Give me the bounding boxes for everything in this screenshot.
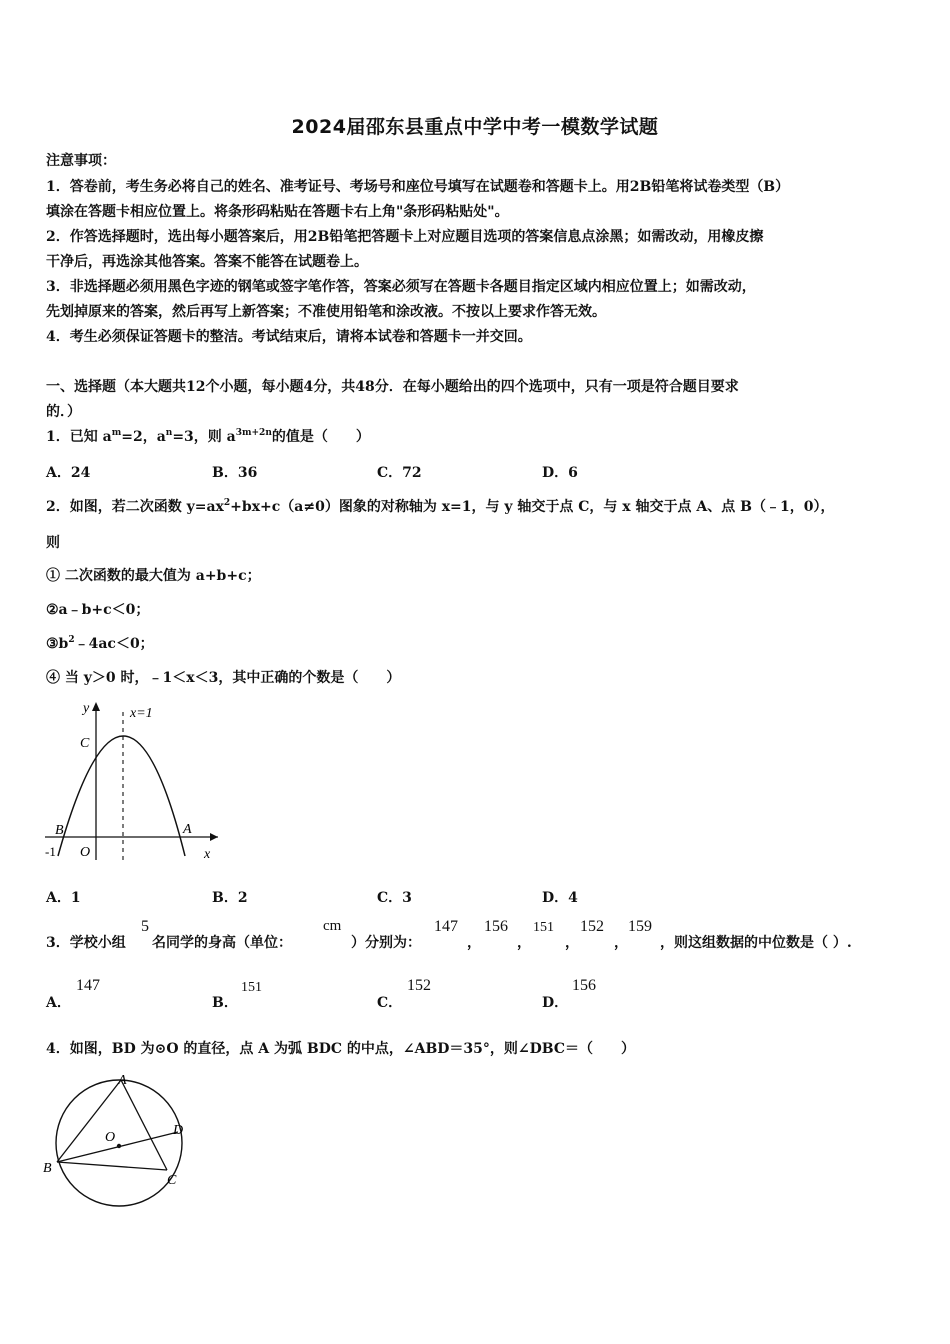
section-heading-cont: 的．） bbox=[46, 404, 81, 420]
y-axis-arrow-icon bbox=[92, 702, 100, 711]
notice-line: 4．考生必须保证答题卡的整洁。考试结束后，请将本试卷和答题卡一并交回。 bbox=[46, 329, 532, 345]
q3-value: 147 bbox=[434, 918, 458, 935]
notice-line: 3．非选择题必须用黑色字迹的钢笔或签字笔作答，答案必须写在答题卡各题目指定区域内相应位置上；如需改动， bbox=[46, 279, 756, 295]
q3-option-b-value: 151 bbox=[241, 980, 262, 995]
q1-option-c: C．72 bbox=[377, 465, 422, 481]
q2-option-a: A．1 bbox=[46, 890, 81, 906]
x-axis-arrow-icon bbox=[210, 833, 218, 841]
q2-option-b: B．2 bbox=[212, 890, 248, 906]
q2-statement-1: ① 二次函数的最大值为 a+b+c； bbox=[46, 568, 261, 584]
question-4-stem: 4．如图，BD 为⊙O 的直径，点 A 为弧 BDC 的中点，∠ABD＝35°，则∠DBC＝（ ） bbox=[46, 1041, 636, 1057]
chord-ac bbox=[121, 1080, 167, 1170]
notice-line: 1．答卷前，考生务必将自己的姓名、准考证号、考场号和座位号填写在试题卷和答题卡上。用2B铅笔将试卷类型（B） bbox=[46, 179, 790, 195]
q2-statement-3: $③b^2﹣4ac<0$； bbox=[46, 635, 154, 652]
q3-option-c-letter: C． bbox=[377, 995, 403, 1011]
q3-sep: ， bbox=[614, 935, 628, 951]
label-x: x bbox=[204, 847, 211, 862]
question-2-stem-cont: 则 bbox=[46, 535, 60, 551]
label-b: B bbox=[55, 823, 64, 838]
question-3-prefix: 3．学校小组 bbox=[46, 935, 126, 951]
parabola-curve bbox=[58, 736, 185, 856]
q3-count: 5 bbox=[141, 918, 149, 935]
circle-o bbox=[56, 1080, 182, 1206]
label-d: D bbox=[173, 1123, 184, 1138]
label-c: C bbox=[167, 1173, 177, 1188]
q2-option-d: D．4 bbox=[542, 890, 578, 906]
label-neg-one: -1 bbox=[45, 844, 56, 859]
label-c: C bbox=[80, 736, 90, 751]
q1-option-b: B．36 bbox=[212, 465, 258, 481]
notice-line: 填涂在答题卡相应位置上。将条形码粘贴在答题卡右上角"条形码粘贴处"。 bbox=[46, 204, 509, 220]
question-3-mid: 名同学的身高（单位： bbox=[152, 935, 292, 951]
question-1-stem: 1．已知 $a^m=2$，$a^n=3$，则 $a^{3m+2n}$的值是（ ） bbox=[46, 428, 370, 445]
q3-sep: ， bbox=[467, 935, 481, 951]
q3-sep: ， bbox=[565, 935, 579, 951]
label-o: O bbox=[80, 845, 91, 860]
notice-heading: 注意事项： bbox=[46, 153, 116, 169]
q2-statement-2: ②a﹣b+c＜0； bbox=[46, 602, 150, 618]
circle-figure bbox=[38, 1066, 198, 1216]
q3-value: 156 bbox=[484, 918, 508, 935]
q2-option-c: C．3 bbox=[377, 890, 412, 906]
notice-line: 干净后，再选涂其他答案。答案不能答在试题卷上。 bbox=[46, 254, 368, 270]
label-a: A bbox=[118, 1073, 127, 1088]
q3-option-a-value: 147 bbox=[76, 977, 100, 994]
q1-option-d: D．6 bbox=[542, 465, 578, 481]
q3-value: 151 bbox=[533, 920, 554, 935]
q3-option-d-letter: D． bbox=[542, 995, 569, 1011]
section-heading: 一、选择题（本大题共12个小题，每小题4分，共48分．在每小题给出的四个选项中，只有一项是符合题目要求 bbox=[46, 379, 739, 395]
question-3-suffix: ，则这组数据的中位数是（ ）. bbox=[660, 935, 852, 951]
notice-line: 2．作答选择题时，选出每小题答案后，用2B铅笔把答题卡上对应题目选项的答案信息点涂黑；如需改动，用橡皮擦 bbox=[46, 229, 764, 245]
label-b: B bbox=[43, 1161, 52, 1176]
q3-option-c-value: 152 bbox=[407, 977, 431, 994]
parabola-figure bbox=[40, 696, 225, 866]
center-dot bbox=[117, 1144, 121, 1148]
q2-statement-4: ④ 当 y＞0 时，﹣1＜x＜3，其中正确的个数是（ ） bbox=[46, 670, 401, 686]
chord-ba bbox=[57, 1080, 121, 1162]
label-symmetry: x=1 bbox=[130, 706, 153, 721]
q3-option-d-value: 156 bbox=[572, 977, 596, 994]
q3-value: 152 bbox=[580, 918, 604, 935]
page-title: 2024届邵东县重点中学中考一模数学试题 bbox=[291, 116, 659, 138]
label-a: A bbox=[183, 822, 192, 837]
notice-line: 先划掉原来的答案，然后再写上新答案；不准使用铅笔和涂改液。不按以上要求作答无效。 bbox=[46, 304, 606, 320]
q3-value: 159 bbox=[628, 918, 652, 935]
q3-unit: cm bbox=[323, 918, 342, 934]
q3-option-a-letter: A． bbox=[46, 995, 71, 1011]
chord-bc bbox=[57, 1162, 167, 1170]
q1-option-a: A．24 bbox=[46, 465, 91, 481]
q3-option-b-letter: B． bbox=[212, 995, 238, 1011]
q3-sep: ， bbox=[517, 935, 531, 951]
question-2-stem: 2．如图，若二次函数 $y=ax^2+bx+c(a\ne 0)$图象的对称轴为 x=1，与 y 轴交于点 C，与 x 轴交于点 A、点 B（﹣1，0）， bbox=[46, 498, 835, 515]
question-3-mid2: ）分别为： bbox=[351, 935, 421, 951]
label-o: O bbox=[105, 1130, 116, 1145]
label-y: y bbox=[83, 701, 90, 716]
